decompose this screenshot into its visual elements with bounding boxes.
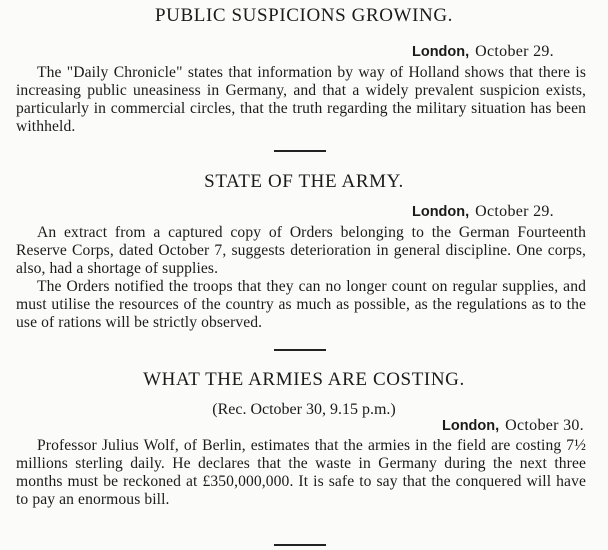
headline-state-of-army: STATE OF THE ARMY. <box>204 171 404 192</box>
dateline-article-3 <box>442 417 584 435</box>
dateline-article-2 <box>412 203 554 221</box>
received-note: (Rec. October 30, 9.15 p.m.) <box>212 401 396 418</box>
article-1-paragraph: The "Daily Chronicle" states that information by way of Holland shows that there is increasing public uneasiness in Germany, and that a widely prevalent suspicion exists, particularly in commercial circles, that the truth regarding the military situation has been withheld. <box>16 64 586 135</box>
dateline-date: October 29. <box>475 203 554 220</box>
article-2-paragraph-1: An extract from a captured copy of Orders belonging to the German Fourteenth Reserve Corps, dated October 7, suggests deterioration in general discipline. One corps, also, had a shortage of supplies. <box>16 224 586 277</box>
dateline-place: London, <box>411 44 470 60</box>
dateline-place: London, <box>411 204 470 220</box>
headline-armies-costing: WHAT THE ARMIES ARE COSTING. <box>143 369 465 390</box>
dateline-date: October 29. <box>475 43 554 60</box>
headline-public-suspicions: PUBLIC SUSPICIONS GROWING. <box>155 5 453 26</box>
section-divider <box>274 349 326 351</box>
dateline-article-1 <box>412 43 554 61</box>
dateline-place: London, <box>441 418 500 434</box>
section-divider <box>274 544 326 546</box>
article-2-paragraph-2: The Orders notified the troops that they can no longer count on regular supplies, and must utilise the resources of the country as much as possible, as the regulations as to the use of rations will be strictly observed. <box>16 278 586 331</box>
dateline-date: October 30. <box>505 417 584 434</box>
article-3-paragraph: Professor Julius Wolf, of Berlin, estimates that the armies in the field are costing 7½ millions sterling daily. He declares that the waste in Germany during the next three months must be reckoned at £350,000,000. It is safe to say that the conquered will have to pay an enormous bill. <box>16 437 586 508</box>
section-divider <box>274 150 326 152</box>
